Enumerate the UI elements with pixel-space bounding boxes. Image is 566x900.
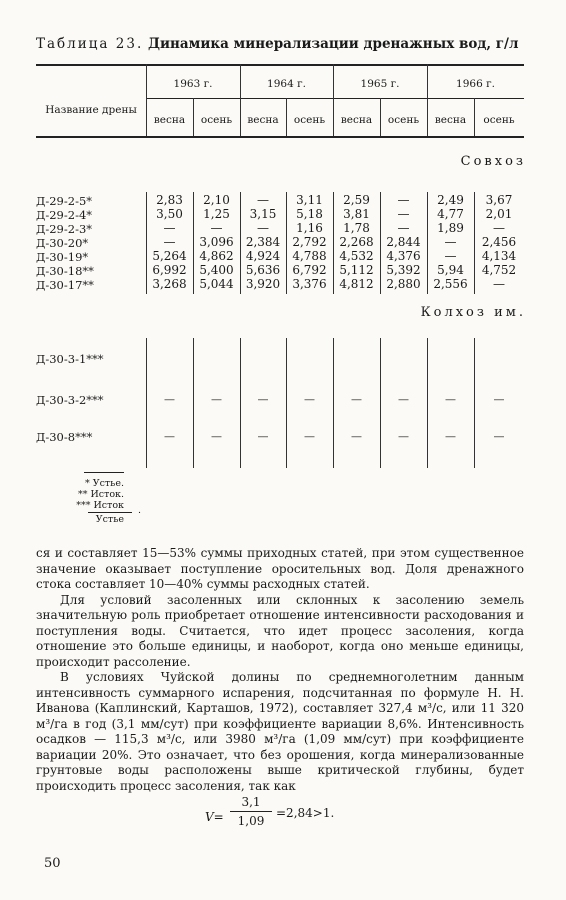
table-cell: —	[163, 221, 176, 235]
table-cell: —	[257, 221, 269, 235]
table-cell: —	[445, 430, 456, 443]
table-cell: —	[445, 393, 456, 406]
formula-numerator: 3,1	[241, 795, 261, 809]
table-cell: —	[163, 235, 176, 249]
table-cell: 1,89	[437, 221, 464, 235]
table-cell: 3,50	[156, 207, 183, 221]
table-cell: 5,636	[245, 263, 281, 277]
footnote-fraction-bar	[88, 512, 132, 513]
table-cell: —	[257, 393, 269, 406]
table-cell: 3,15	[249, 207, 277, 221]
drain-name: Д-30-19*	[36, 250, 89, 264]
section-heading-kolkhoz: Колхоз им.	[420, 305, 526, 320]
table-cell: 4,134	[481, 249, 517, 263]
table-cell: 1,25	[203, 207, 230, 221]
table-cell: 3,376	[292, 277, 327, 291]
table-cell: 2,10	[203, 193, 230, 207]
paragraph: Для условий засоленных или склонных к засолению земель значительную роль приобретает отношение интенсивности расходования и поступления воды. Считается, что идет процесс засоления, когда отношение это больше единицы, и наоборот, когда оно меньше единицы, происходит рассоление.	[36, 592, 524, 669]
name-column-header: Название дрены	[45, 104, 137, 116]
table-cell: 2,792	[292, 235, 327, 249]
table-cell: —	[351, 430, 362, 443]
table-cell: —	[398, 430, 409, 443]
table-cell: 4,862	[199, 249, 234, 263]
table-cell: 2,384	[245, 235, 281, 249]
year-header-1965: 1965 г.	[360, 78, 400, 90]
table-cell: —	[211, 430, 222, 443]
table-cell: 3,11	[296, 193, 323, 207]
season-header: весна	[153, 114, 186, 126]
body-text	[36, 546, 524, 794]
table-cell: —	[444, 249, 457, 263]
table-cell: 2,268	[339, 235, 374, 249]
table-cell: 5,94	[437, 263, 464, 277]
table-cell: 3,096	[199, 235, 234, 249]
year-header-1966: 1966 г.	[456, 78, 495, 90]
table-cell: 2,556	[433, 277, 468, 291]
header-top-rule	[36, 64, 524, 66]
header-bottom-rule	[36, 136, 524, 138]
table-cell: 2,49	[437, 193, 464, 207]
table-cell: 5,112	[339, 263, 374, 277]
page-number: 50	[44, 856, 61, 871]
table-cell: 2,880	[386, 277, 421, 291]
footnote: ** Исток.	[77, 489, 124, 500]
drain-name: Д-29-2-5*	[36, 194, 93, 208]
table-cell: 4,752	[481, 263, 517, 277]
paragraph: ся и составляет 15—53% суммы приходных статей, при этом существенное значение оказывает поступление оросительных вод. Доля дренажного стока составляет 10—40% суммы расходных статей.	[36, 546, 524, 591]
table-cell: 5,392	[386, 263, 421, 277]
table-cell: —	[397, 207, 410, 221]
table-cell: —	[211, 393, 222, 406]
table-cell: —	[351, 393, 362, 406]
table-cell: —	[493, 430, 505, 443]
table-cell: 3,67	[485, 193, 513, 207]
footnote: Устье	[95, 514, 124, 525]
table-cell: 5,044	[199, 277, 234, 291]
table-label: Таблица 23.	[36, 36, 144, 52]
table-cell: 3,920	[245, 277, 281, 291]
formula-lhs: V=	[205, 810, 224, 824]
table-cell: —	[493, 393, 505, 406]
table-cell: 4,924	[245, 249, 281, 263]
section-heading-sovkhoz: Совхоз	[460, 154, 526, 169]
table-cell: 5,400	[199, 263, 234, 277]
paragraph: В условиях Чуйской долины по среднемноголетним данным интенсивность суммарного испарения, подсчитанная по формуле Н. Н. Иванова (Каплинский, Карташов, 1972), составляет 327,4 м³/с, или 11 320 м³/га в год (3,1 мм/сут) при коэффициенте вариации 8,6%. Интенсивность осадков — 115,3 м³/с, или 3980 м³/га (1,09 мм/сут) при коэффициенте вариации 20%. Это означает, что без орошения, когда минерализованные грунтовые воды расположены выше критической глубины, будет происходить процесс засоления, так как	[36, 670, 524, 793]
table-cell: 3,268	[152, 277, 187, 291]
table-cell: 4,376	[386, 249, 421, 263]
table-cell: —	[304, 430, 315, 443]
table-cell: 4,788	[292, 249, 327, 263]
formula-rhs: =2,84>1.	[276, 806, 335, 820]
season-header: весна	[340, 114, 373, 126]
table-cell: 3,81	[343, 207, 370, 221]
drain-name: Д-29-2-4*	[36, 208, 93, 222]
table-cell: —	[304, 393, 315, 406]
footnote: *** Исток	[76, 500, 124, 511]
table-cell: —	[164, 430, 175, 443]
season-header: осень	[293, 114, 326, 126]
table-cell: —	[444, 235, 457, 249]
footnote: * Устье.	[84, 478, 124, 489]
season-header: осень	[387, 114, 420, 126]
table-title	[36, 36, 518, 52]
season-header: осень	[200, 114, 233, 126]
table-cell: —	[257, 430, 269, 443]
footnote-rule	[84, 472, 124, 473]
drain-name: Д-30-8***	[36, 430, 93, 444]
table-cell: 4,77	[437, 207, 464, 221]
table-caption: Динамика минерализации дренажных вод, г/л	[147, 36, 519, 52]
table-cell: —	[210, 221, 223, 235]
table-cell: 2,59	[343, 193, 370, 207]
table-cell: 2,844	[386, 235, 421, 249]
drain-name: Д-30-17**	[36, 278, 94, 292]
season-header: осень	[483, 114, 515, 126]
table-cell: 6,992	[152, 263, 187, 277]
table-cell: —	[397, 221, 410, 235]
year-header-1963: 1963 г.	[173, 78, 213, 90]
table-cell: 5,264	[152, 249, 187, 263]
table-cell: 4,812	[339, 277, 374, 291]
formula-fraction-bar	[230, 811, 272, 812]
table-cell: —	[493, 277, 505, 291]
year-underline	[146, 98, 524, 99]
table-cell: —	[398, 393, 409, 406]
table-cell: —	[493, 221, 505, 235]
table-cell: 1,16	[296, 221, 323, 235]
table-cell: 1,78	[343, 221, 370, 235]
drain-name: Д-30-3-2***	[36, 393, 104, 407]
table-cell: —	[164, 393, 175, 406]
table-cell: 2,01	[485, 207, 513, 221]
table-cell: —	[397, 193, 410, 207]
formula-denominator: 1,09	[237, 814, 265, 828]
season-header: весна	[434, 114, 467, 126]
drain-name: Д-30-20*	[36, 236, 89, 250]
table-cell: 4,532	[339, 249, 374, 263]
drain-name: Д-30-3-1***	[36, 352, 104, 366]
table-cell: 5,18	[296, 207, 323, 221]
year-header-1964: 1964 г.	[267, 78, 306, 90]
table-cell: 2,456	[481, 235, 517, 249]
table-cell: 6,792	[292, 263, 327, 277]
table-cell: —	[257, 193, 269, 207]
drain-name: Д-29-2-3*	[36, 222, 93, 236]
drain-name: Д-30-18**	[36, 264, 94, 278]
footnote-period: .	[138, 505, 142, 516]
season-header: весна	[247, 114, 279, 126]
table-cell: 2,83	[156, 193, 183, 207]
